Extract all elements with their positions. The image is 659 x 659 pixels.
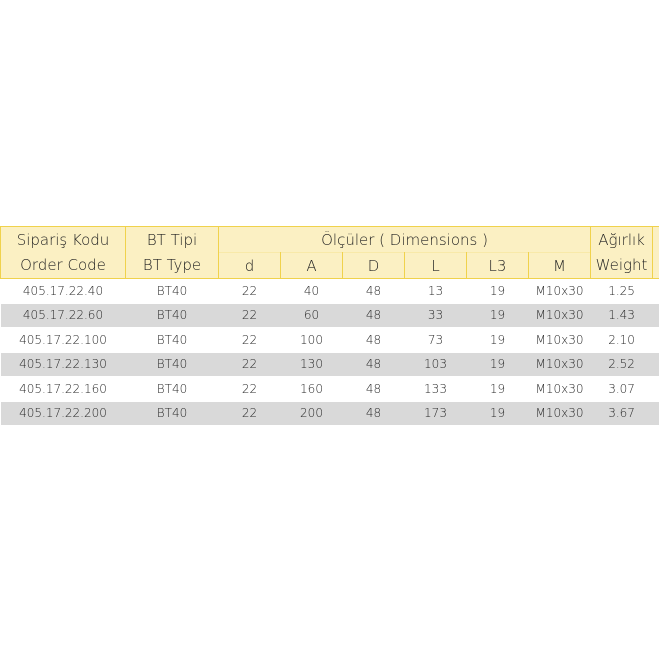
dim-a-cell: 160 bbox=[300, 381, 323, 396]
order-code-cell: 405.17.22.130 bbox=[1, 352, 126, 377]
dim-m-cell: M10x30 bbox=[535, 283, 584, 298]
weight-cell: 3.67 bbox=[591, 401, 653, 426]
dim-d-cell: 22 bbox=[241, 283, 258, 298]
bt-type-cell: BT40 bbox=[156, 283, 188, 298]
dim-m-cell: M10x30 bbox=[529, 401, 591, 426]
order-code-cell: 405.17.22.40 bbox=[22, 283, 104, 298]
weight-cell: 1.25 bbox=[608, 283, 635, 298]
dim-a-cell: 100 bbox=[300, 332, 323, 347]
row-edge-cell bbox=[653, 377, 659, 402]
order-code-cell: 405.17.22.60 bbox=[1, 303, 126, 328]
dim-l3-cell: 19 bbox=[489, 332, 506, 347]
row-edge-cell bbox=[653, 279, 659, 304]
bt-type-cell: BT40 bbox=[126, 352, 219, 377]
order-code-header-tr: Sipariş Kodu bbox=[16, 230, 110, 249]
dim-col-d: d bbox=[219, 253, 281, 279]
bt-type-cell: BT40 bbox=[126, 401, 219, 426]
order-code-cell: 405.17.22.100 bbox=[19, 332, 107, 347]
order-code-cell: 405.17.22.160 bbox=[19, 381, 107, 396]
bt-type-header bbox=[126, 227, 219, 279]
dim-d-cell: 22 bbox=[219, 352, 281, 377]
dim-l-cell: 103 bbox=[405, 352, 467, 377]
dim-col-l: L bbox=[405, 253, 467, 279]
dim-a-cell: 130 bbox=[281, 352, 343, 377]
dim-d-cell: 22 bbox=[219, 303, 281, 328]
dim-d-outer-cell: 48 bbox=[365, 283, 382, 298]
dim-a-cell: 60 bbox=[281, 303, 343, 328]
table-row bbox=[1, 401, 659, 426]
dim-d-cell: 22 bbox=[219, 401, 281, 426]
table-row bbox=[1, 303, 659, 328]
table-row bbox=[1, 328, 659, 353]
dim-col-a: A bbox=[281, 253, 343, 279]
dim-d-outer-cell: 48 bbox=[343, 303, 405, 328]
dim-d-outer-cell: 48 bbox=[365, 332, 382, 347]
dim-l3-cell: 19 bbox=[489, 283, 506, 298]
dim-l3-cell: 19 bbox=[467, 401, 529, 426]
dim-a-cell: 200 bbox=[281, 401, 343, 426]
table-row bbox=[1, 352, 659, 377]
dimensions-header: Ölçüler ( Dimensions ) bbox=[219, 227, 591, 253]
header-edge-cell bbox=[653, 227, 659, 279]
table-row bbox=[1, 377, 659, 402]
dim-m-cell: M10x30 bbox=[529, 352, 591, 377]
dim-d-outer-cell: 48 bbox=[365, 381, 382, 396]
bt-type-cell: BT40 bbox=[156, 381, 188, 396]
weight-header bbox=[591, 227, 653, 279]
order-code-header-en: Order Code bbox=[20, 255, 106, 274]
bt-type-header-en: BT Type bbox=[142, 255, 202, 274]
dim-l-cell: 73 bbox=[427, 332, 444, 347]
dim-l-cell: 133 bbox=[424, 381, 447, 396]
weight-cell: 3.07 bbox=[608, 381, 635, 396]
row-edge-cell bbox=[653, 352, 659, 377]
dim-d-cell: 22 bbox=[241, 332, 258, 347]
dim-l3-cell: 19 bbox=[467, 303, 529, 328]
bt-type-cell: BT40 bbox=[156, 332, 188, 347]
dim-l-cell: 33 bbox=[405, 303, 467, 328]
product-dimensions-table bbox=[0, 226, 659, 426]
order-code-header bbox=[1, 227, 126, 279]
dim-m-cell: M10x30 bbox=[535, 381, 584, 396]
weight-cell: 1.43 bbox=[591, 303, 653, 328]
dim-m-cell: M10x30 bbox=[529, 303, 591, 328]
weight-header-tr: Ağırlık bbox=[598, 230, 645, 249]
dim-col-l3: L3 bbox=[467, 253, 529, 279]
dim-l-cell: 13 bbox=[427, 283, 444, 298]
dim-col-m: M bbox=[529, 253, 591, 279]
dim-d-outer-cell: 48 bbox=[343, 401, 405, 426]
weight-cell: 2.52 bbox=[591, 352, 653, 377]
row-edge-cell bbox=[653, 303, 659, 328]
table-header bbox=[1, 227, 659, 279]
row-edge-cell bbox=[653, 401, 659, 426]
dim-d-cell: 22 bbox=[241, 381, 258, 396]
dim-l-cell: 173 bbox=[405, 401, 467, 426]
dim-a-cell: 40 bbox=[303, 283, 320, 298]
dim-d-outer-cell: 48 bbox=[343, 352, 405, 377]
order-code-cell: 405.17.22.200 bbox=[1, 401, 126, 426]
table-row bbox=[1, 279, 659, 304]
bt-type-cell: BT40 bbox=[126, 303, 219, 328]
weight-cell: 2.10 bbox=[608, 332, 635, 347]
dim-l3-cell: 19 bbox=[467, 352, 529, 377]
bt-type-header-tr: BT Tipi bbox=[146, 230, 198, 249]
dim-col-d-outer: D bbox=[343, 253, 405, 279]
table-body bbox=[1, 279, 659, 426]
row-edge-cell bbox=[653, 328, 659, 353]
dim-m-cell: M10x30 bbox=[535, 332, 584, 347]
dim-l3-cell: 19 bbox=[489, 381, 506, 396]
weight-header-en: Weight bbox=[595, 255, 648, 274]
